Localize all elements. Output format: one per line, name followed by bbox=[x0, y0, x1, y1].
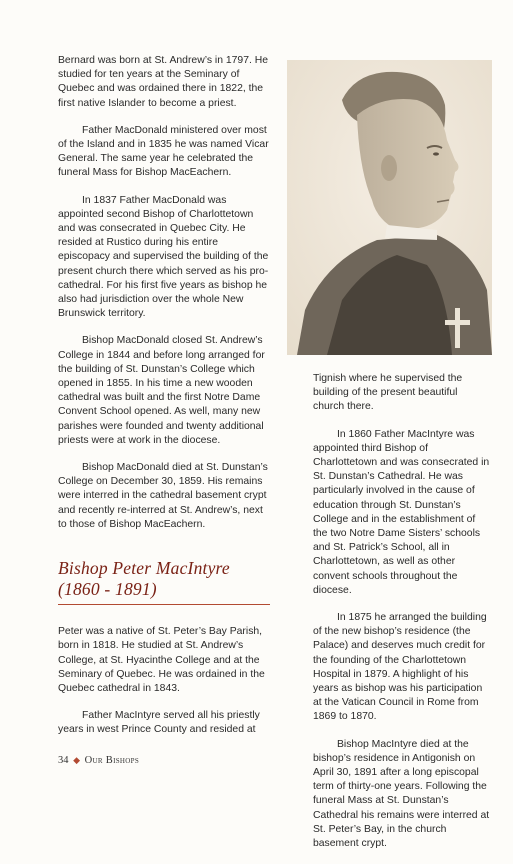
paragraph: Bishop MacDonald closed St. Andrew’s College in 1844 and before long arranged for the building of St. Dunstan’s College which opened in 1855. In his time a new wooden cathedral was built and the first Notre Dame Convent School opened. As well, many new parishes were founded and twenty additional priests were at work in the diocese. bbox=[58, 335, 265, 446]
paragraph: Tignish where he supervised the building of the present beautiful church there. bbox=[313, 373, 463, 413]
section-heading-title: Bishop Peter MacIntyre bbox=[58, 558, 230, 579]
section-heading bbox=[58, 558, 270, 600]
section-heading-dates: (1860 - 1891) bbox=[58, 579, 157, 600]
paragraph: Bishop MacDonald died at St. Dunstan’s College on December 30, 1859. His remains were interred in the cathedral basement crypt and recently re-interred at St. Andrew’s, next to those of Bishop MacEachern. bbox=[58, 462, 268, 530]
paragraph: In 1875 he arranged the building of the new bishop’s residence (the Palace) and deserves much credit for the founding of the Charlottetown Hospital in 1879. A highlight of his years as bishop was his participation at the Vatican Council in Rome from 1869 to 1870. bbox=[313, 612, 487, 723]
heading-rule bbox=[58, 604, 270, 605]
paragraph: Bishop MacIntyre died at the bishop’s residence in Antigonish on April 30, 1891 after a long episcopal term of thirty-one years. Following the funeral Mass at St. Dunstan’s Cathedral his remains were interred at St. Peter’s Bay, in the church basement crypt. bbox=[313, 738, 490, 850]
paragraph: Peter was a native of St. Peter’s Bay Parish, born in 1818. He studied at St. Andrew’s College, at St. Hyacinthe College and at the Seminary of Quebec. He was ordained in the Quebec cathedral in 1843. bbox=[58, 626, 265, 694]
paragraph: Father MacDonald ministered over most of the Island and in 1835 he was named Vicar General. The same year he celebrated the funeral Mass for Bishop MacEachern. bbox=[58, 124, 269, 179]
book-title: Our Bishops bbox=[84, 755, 140, 766]
left-column bbox=[58, 54, 270, 751]
paragraph: Father MacIntyre served all his priestly years in west Prince County and resided at bbox=[58, 710, 260, 736]
diamond-icon: ◆ bbox=[73, 755, 81, 765]
page-footer bbox=[58, 755, 139, 766]
right-column bbox=[313, 372, 491, 864]
paragraph: In 1860 Father MacIntyre was appointed third Bishop of Charlottetown and was consecrated in St. Dunstan’s Cathedral. He was particularly involved in the cause of education through St. Dunstan’s College and in the establishment of the two Notre Dame Sisters’ schools and St. Patrick’s School, all in Charlottetown, as well as other convent schools throughout the diocese. bbox=[313, 428, 490, 596]
bishop-portrait-photo bbox=[287, 60, 492, 355]
paragraph: In 1837 Father MacDonald was appointed second Bishop of Charlottetown and was consecrated in Quebec City. He resided at Rustico during his entire episcopacy and supervised the building of the present church there which served as his pro-cathedral. For his first five years as bishop he also had jurisdiction over the whole New Brunswick territory. bbox=[58, 194, 269, 320]
page-number: 34 bbox=[58, 755, 69, 766]
paragraph: Bernard was born at St. Andrew’s in 1797. He studied for ten years at the Seminary of Quebec and was ordained there in 1822, the first native Islander to become a priest. bbox=[58, 55, 269, 109]
